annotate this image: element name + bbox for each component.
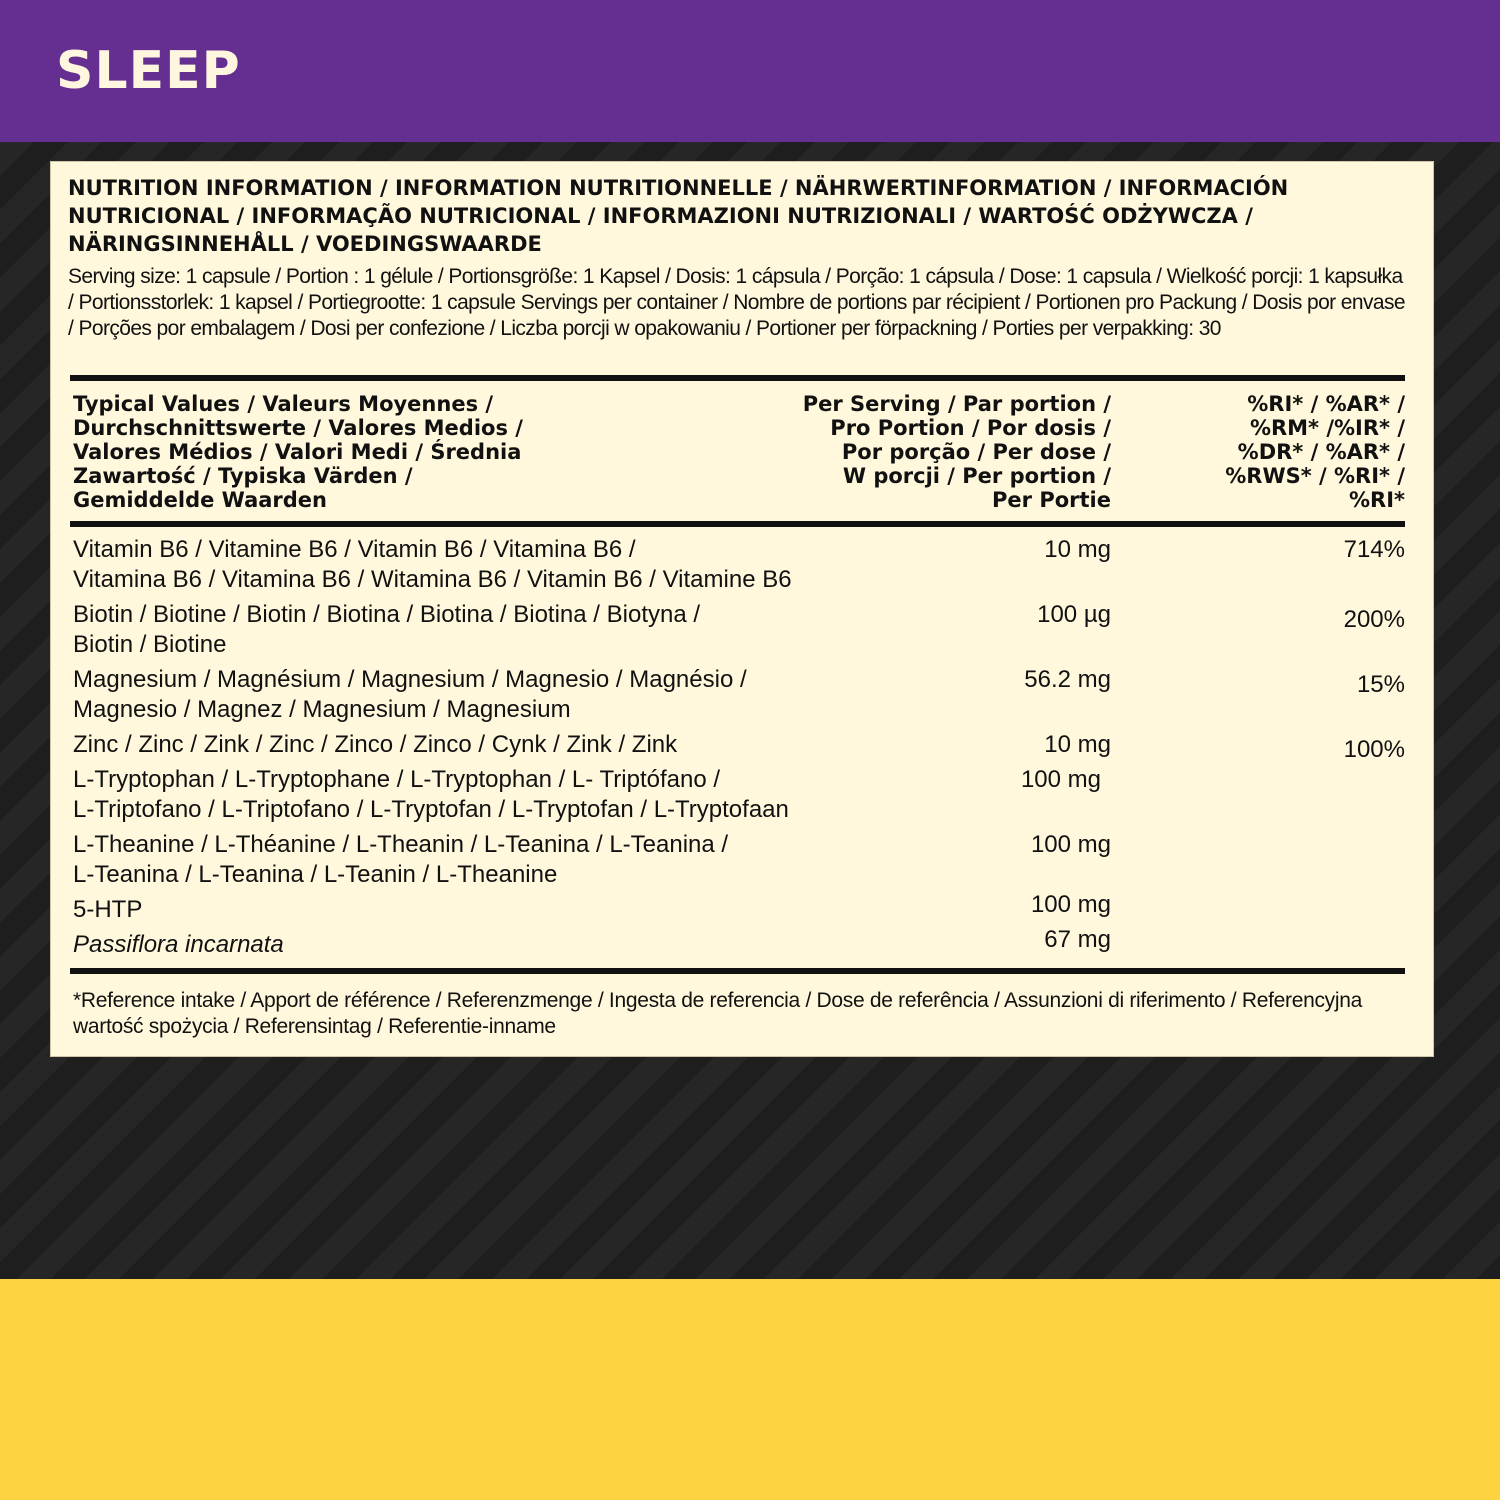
nutrient-name: Vitamin B6 / Vitamine B6 / Vitamin B6 / Vitamina B6 / Vitamina B6 / Vitamina B6 / Witamina B6 / Vitamin B6 / Vitamine B6 xyxy=(73,536,792,593)
nutrient-name: Zinc / Zinc / Zink / Zinc / Zinco / Zinco / Cynk / Zink / Zink xyxy=(73,731,678,758)
column-header-name: Typical Values / Valeurs Moyennes / Durchschnittswerte / Valores Medios / Valores Médios / Valori Medi / Średnia Zawartość / Typiska Värden / Gemiddelde Waarden xyxy=(73,392,523,512)
header-banner xyxy=(0,0,1500,142)
nutrient-amount: 67 mg xyxy=(1044,926,1111,953)
nutrient-name: Biotin / Biotine / Biotin / Biotina / Biotina / Biotina / Biotyna / Biotin / Biotine xyxy=(73,601,701,658)
nutrient-name: Magnesium / Magnésium / Magnesium / Magnesio / Magnésio / Magnesio / Magnez / Magnesium / Magnesium xyxy=(73,666,747,723)
bottom-color-band xyxy=(0,1279,1500,1500)
nutrient-amount: 100 mg xyxy=(1030,891,1111,918)
table-bottom-rule xyxy=(70,968,1405,974)
nutrient-amount: 56.2 mg xyxy=(1024,666,1111,693)
nutrient-name: Passiflora incarnata xyxy=(73,931,284,958)
nutrition-heading: NUTRITION INFORMATION / INFORMATION NUTRITIONNELLE / NÄHRWERTINFORMATION / INFORMACIÓN NUTRICIONAL / INFORMAÇÃO NUTRICIONAL / INFORMAZIONI NUTRIZIONALI / WARTOŚĆ ODŻYWCZA / NÄRINGSINNEHÅLL / VOEDINGSWAARDE xyxy=(68,176,1289,256)
nutrient-amount: 100 µg xyxy=(1037,601,1111,628)
column-header-per-serving: Per Serving / Par portion / Pro Portion / Por dosis / Por porção / Per dose / W porcji / Per portion / Per Portie xyxy=(802,392,1111,512)
product-title: SLEEP xyxy=(56,41,241,101)
nutrient-amount: 100 mg xyxy=(1020,766,1101,793)
table-header-rule xyxy=(70,521,1405,527)
serving-info: Serving size: 1 capsule / Portion : 1 gélule / Portionsgröße: 1 Kapsel / Dosis: 1 cápsula / Porção: 1 cápsula / Dose: 1 capsula / Wielkość porcji: 1 kapsułka / Portionsstorlek: 1 kapsel / Portiegrootte: 1 capsule Servings per container / Nombre de portions par récipient / Portionen pro Packung / Dosis por envase / Porções por embalagem / Dosi per confezione / Liczba porcji w opakowaniu / Portioner per förpackning / Porties per verpakking: 30 xyxy=(68,265,1405,340)
nutrient-name: L-Theanine / L-Théanine / L-Theanin / L-Teanina / L-Teanina / L-Teanina / L-Teanina / L-Teanin / L-Theanine xyxy=(73,831,729,888)
nutrient-ri: 15% xyxy=(1356,671,1405,698)
column-header-ri: %RI* / %AR* / %RM* /%IR* / %DR* / %AR* / %RWS* / %RI* / %RI* xyxy=(1225,392,1405,512)
nutrient-ri: 100% xyxy=(1343,736,1405,763)
nutrient-amount: 10 mg xyxy=(1044,731,1111,758)
nutrition-panel xyxy=(50,161,1434,1057)
nutrient-amount: 10 mg xyxy=(1044,536,1111,563)
table-top-rule xyxy=(70,375,1405,381)
nutrient-amount: 100 mg xyxy=(1030,831,1111,858)
nutrient-ri: 714% xyxy=(1343,536,1405,563)
nutrient-name: 5-HTP xyxy=(73,896,143,923)
nutrient-ri: 200% xyxy=(1343,606,1405,633)
reference-intake-footnote: *Reference intake / Apport de référence / Referenzmenge / Ingesta de referencia / Dose de referência / Assunzioni di riferimento / Referencyjna wartość spożycia / Referensintag / Referentie-inname xyxy=(73,989,1363,1038)
nutrient-name: L-Tryptophan / L-Tryptophane / L-Tryptophan / L- Triptófano / L-Triptofano / L-Triptofano / L-Tryptofan / L-Tryptofan / L-Tryptofaan xyxy=(73,766,789,823)
